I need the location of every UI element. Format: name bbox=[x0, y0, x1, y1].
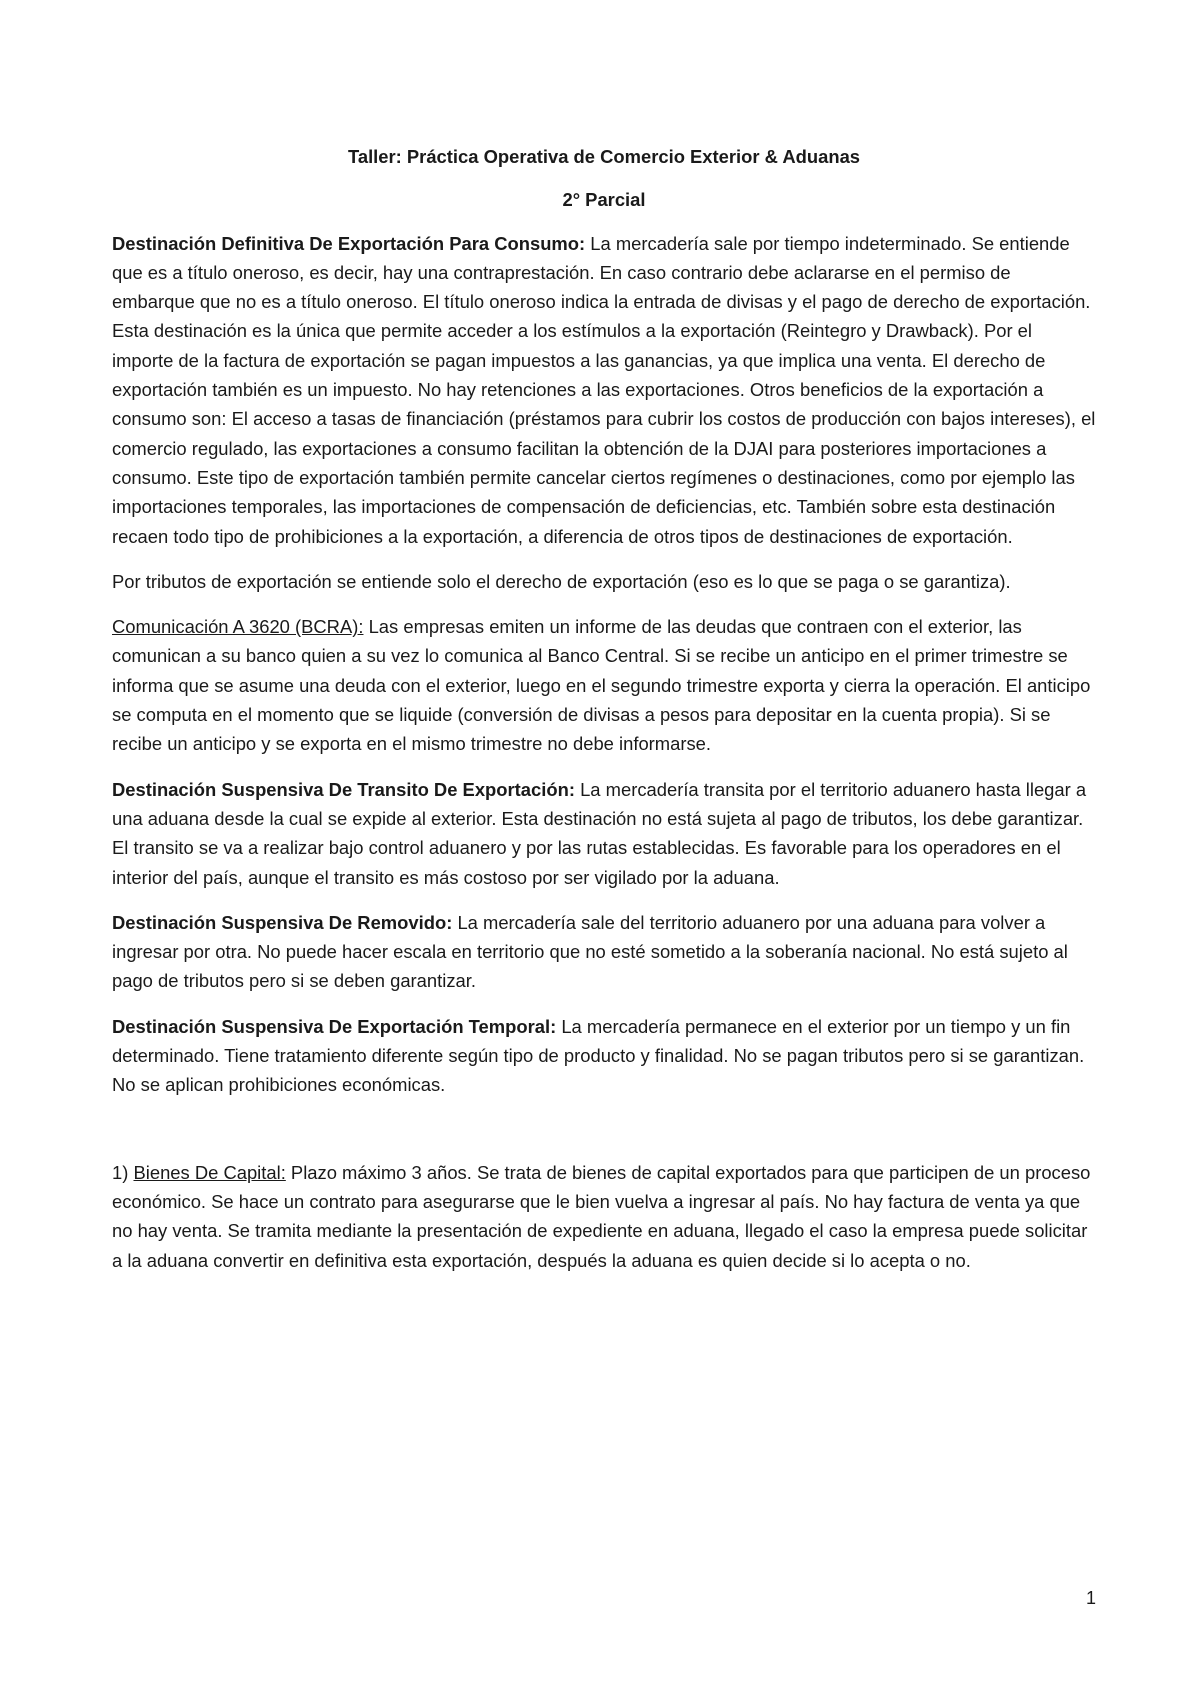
list-number: 1) bbox=[112, 1161, 129, 1183]
paragraph-transito bbox=[112, 775, 1096, 892]
paragraph-body: La mercadería sale del territorio aduanero por una aduana para volver a ingresar por otra. No puede hacer escala en territorio que no esté sometido a la soberanía nacional. No está sujeto al pago de tributos pero si se deben garantizar. bbox=[112, 911, 1068, 992]
paragraph-body: Por tributos de exportación se entiende solo el derecho de exportación (eso es lo que se paga o se garantiza). bbox=[112, 570, 1011, 592]
paragraph-heading: Destinación Suspensiva De Exportación Temporal: bbox=[112, 1015, 557, 1037]
document-subtitle: 2° Parcial bbox=[562, 189, 646, 211]
paragraph-removido bbox=[112, 908, 1096, 996]
paragraph-body: La mercadería transita por el territorio aduanero hasta llegar a una aduana desde la cual se expide al exterior. Esta destinación no está sujeta al pago de tributos, los debe garantizar. El transito se va a realizar bajo control aduanero y por las rutas establecidas. Es favorable para los operadores en el interior del país, aunque el transito es más costoso por ser vigilado por la aduana. bbox=[112, 778, 1087, 888]
paragraph-heading: Destinación Suspensiva De Transito De Exportación: bbox=[112, 778, 575, 800]
document-title: Taller: Práctica Operativa de Comercio Exterior & Aduanas bbox=[347, 146, 861, 167]
paragraph-body: Plazo máximo 3 años. Se trata de bienes de capital exportados para que participen de un proceso económico. Se hace un contrato para asegurarse que le bien vuelva a ingresar al país. No hay factura de venta ya que no hay venta. Se tramita mediante la presentación de expediente en aduana, llegado el caso la empresa puede solicitar a la aduana convertir en definitiva esta exportación, después la aduana es quien decide si lo acepta o no. bbox=[112, 1161, 1091, 1271]
paragraph-body: La mercadería permanece en el exterior por un tiempo y un fin determinado. Tiene tratamiento diferente según tipo de producto y finalidad. No se pagan tributos pero si se garantizan. No se aplican prohibiciones económicas. bbox=[112, 1015, 1085, 1096]
paragraph-heading: Destinación Definitiva De Exportación Para Consumo: bbox=[112, 232, 586, 254]
paragraph-heading: Destinación Suspensiva De Removido: bbox=[112, 911, 453, 933]
page-number: 1 bbox=[1085, 1588, 1096, 1608]
paragraph-body: La mercadería sale por tiempo indeterminado. Se entiende que es a título oneroso, es decir, hay una contraprestación. En caso contrario debe aclararse en el permiso de embarque que no es a título oneroso. El título oneroso indica la entrada de divisas y el pago de derecho de exportación. Esta destinación es la única que permite acceder a los estímulos a la exportación (Reintegro y Drawback). Por el importe de la factura de exportación se pagan impuestos a las ganancias, ya que implica una venta. El derecho de exportación también es un impuesto. No hay retenciones a las exportaciones. Otros beneficios de la exportación a consumo son: El acceso a tasas de financiación (préstamos para cubrir los costos de producción con bajos intereses), el comercio regulado, las exportaciones a consumo facilitan la obtención de la DJAI para posteriores importaciones a consumo. Este tipo de exportación también permite cancelar ciertos regímenes o destinaciones, como por ejemplo las importaciones temporales, las importaciones de compensación de deficiencias, etc. También sobre esta destinación recaen todo tipo de prohibiciones a la exportación, a diferencia de otros tipos de destinaciones de exportación. bbox=[112, 232, 1096, 547]
paragraph-body: Las empresas emiten un informe de las deudas que contraen con el exterior, las comunican a su banco quien a su vez lo comunica al Banco Central. Si se recibe un anticipo en el primer trimestre se informa que se asume una deuda con el exterior, luego en el segundo trimestre exporta y cierra la operación. El anticipo se computa en el momento que se liquide (conversión de divisas a pesos para depositar en la cuenta propia). Si se recibe un anticipo y se exporta en el mismo trimestre no debe informarse. bbox=[112, 616, 1091, 755]
paragraph-bienes-capital bbox=[112, 1158, 1096, 1275]
document-body bbox=[112, 142, 1096, 1291]
paragraph-heading: Comunicación A 3620 (BCRA): bbox=[112, 616, 364, 638]
paragraph-definitiva-consumo bbox=[112, 229, 1096, 551]
paragraph-comunicacion bbox=[112, 612, 1096, 758]
paragraph-tributos bbox=[112, 567, 1096, 596]
spacer bbox=[112, 1116, 1096, 1158]
paragraph-heading: Bienes De Capital: bbox=[133, 1161, 286, 1183]
paragraph-temporal bbox=[112, 1012, 1096, 1100]
